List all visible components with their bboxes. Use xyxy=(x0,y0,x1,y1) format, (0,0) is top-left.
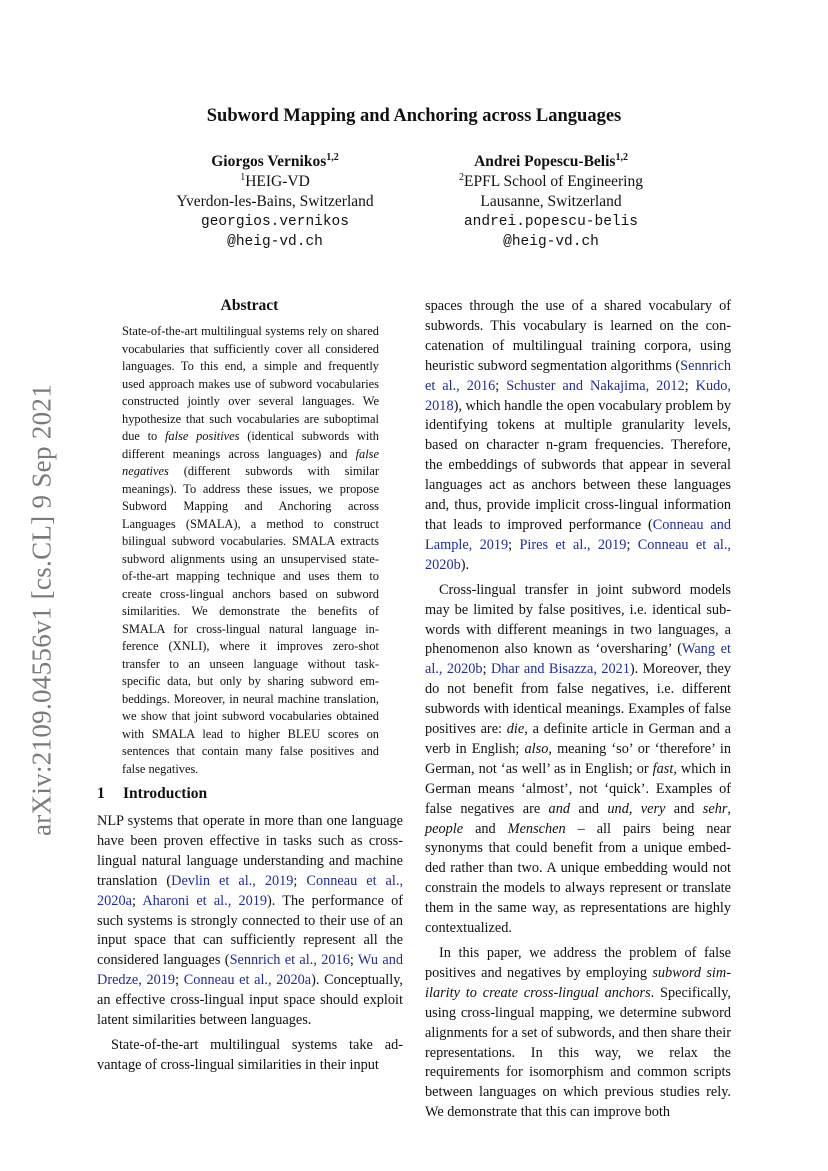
paper-title: Subword Mapping and Anchoring across Languages xyxy=(206,106,622,126)
intro-left-column xyxy=(97,812,403,1076)
author-email-user: andrei.popescu-belis xyxy=(463,214,639,230)
abstract-body: State-of-the-art multilingual systems rely on shared vocabularies that sufficiently cover all considered languages. To this end, a simple and frequently used approach makes use of subword vocabularies constructed jointly over several languages. We hypothesize that such vocabularies are suboptimal due to false positives (identical subwords with different meanings across languages) and false negatives (different subwords with similar meanings). To address these issues, we propose Subword Mapping and Anchoring across Languages (SMALA), a method to construct bilingual subword vocabularies. SMALA extracts subword alignments using an unsupervised state-of-the-art mapping technique and uses them to create cross-lingual anchors based on subword similarities. We demonstrate the benefits of SMALA for cross-lingual natural language inference (XNLI), where it improves zero-shot transfer to an unseen language without task-specific data, but only by sharing subword embeddings. Moreover, in neural machine translation, we show that joint subword vocabularies obtained with SMALA lead to higher BLEU scores on sentences that contain many false positives and false negatives. xyxy=(122,324,379,776)
author-block-1 xyxy=(125,152,425,252)
author-affiliation: $^1$HEIG-VD xyxy=(240,171,310,190)
author-email-user: georgios.vernikos xyxy=(201,214,349,230)
paragraph: Cross-lingual transfer in joint subword models may be limited by false positives, i.e. identical subwords with different meanings in two languages, a phenomenon also known as ‘oversharing’ (Wang et al., 2020b; Dhar and Bisazza, 2021). Moreover, they do not benefit from false negatives, i.e. different subwords with identical meanings. Examples of false positives are: die, a definite article in German and a verb in English; also, meaning ‘so’ or ‘therefore’ in German, not ‘as well’ as in English; or fast, which in German means ‘almost’, not ‘quick’. Examples of false negatives are and and und, very and sehr, people and Menschen – all pairs being near synonyms that could benefit from a unique embedded rather than two. A unique embedding would not constrain the models to always represent or translate them in the same way, as representations are highly contextualized. xyxy=(425,581,732,937)
citation-link[interactable]: Sennrich et al., 2016 xyxy=(229,952,350,969)
citation-link[interactable]: Kudo, 2018 xyxy=(425,377,732,414)
citation-link[interactable]: Pires et al., 2019 xyxy=(519,536,627,553)
paragraph: In this paper, we address the problem of false positives and negatives by employing subword similarity to create cross-lingual anchors. Specifically, using cross-lingual mapping, we determine subword alignments for a set of subwords, and then share their representations. In this way, we relax the requirements for isomorphism and common scripts between languages on which previous studies rely. We demonstrate that this can improve both xyxy=(425,945,731,1121)
arxiv-identifier-sidebar xyxy=(22,375,62,845)
author-block-2 xyxy=(401,152,701,252)
citation-link[interactable]: Wu and Dredze, 2019 xyxy=(97,952,403,989)
author-email-domain: @heig-vd.ch xyxy=(503,234,599,250)
citation-link[interactable]: Conneau et al., 2020a xyxy=(183,972,312,989)
citation-link[interactable]: Conneau et al., 2020a xyxy=(97,872,404,909)
citation-link[interactable]: Schuster and Nakajima, 2012 xyxy=(506,377,685,394)
citation-link[interactable]: Wang et al., 2020b xyxy=(425,641,732,678)
citation-link[interactable]: Conneau et al., 2020b xyxy=(425,536,732,573)
author-email-domain: @heig-vd.ch xyxy=(227,234,323,250)
citation-link[interactable]: Devlin et al., 2019 xyxy=(171,872,294,889)
citation-link[interactable]: Dhar and Bisazza, 2021 xyxy=(490,661,630,678)
arxiv-id: arXiv:2109.04556v1 [cs.CL] 9 Sep 2021 xyxy=(26,383,57,837)
paragraph: NLP systems that operate in more than one language have been proven effective in tasks such as cross-lingual natural language understanding and machine translation (Devlin et al., 2019; Conneau et al., 2020a; Aharoni et al., 2019). The performance of such systems is strongly connected to their use of an input space that can sufficiently represent all the considered languages (Sennrich et al., 2016; Wu and Dredze, 2019; Conneau et al., 2020a). Conceptually, an effective cross-lingual input space should exploit latent similarities between languages. xyxy=(97,813,404,1029)
citation-link[interactable]: Sennrich et al., 2016 xyxy=(425,357,731,394)
author-affiliation: $^2$EPFL School of Engineering xyxy=(459,171,643,190)
author-location: Lausanne, Switzerland xyxy=(480,193,622,210)
author-name: Giorgos Vernikos$^{1,2}$ xyxy=(211,151,339,170)
intro-right-column xyxy=(425,297,731,1123)
paragraph-continued: spaces through the use of a shared vocabulary of subwords. This vocabulary is learned on the concatenation of multilingual training corpora, using heuristic subword segmentation algorithms (Sennrich et al., 2016; Schuster and Nakajima, 2012; Kudo, 2018), which handle the open vocabulary problem by identifying tokens at multiple granularity levels, based on character n-gram frequencies. Therefore, the embeddings of subwords that appear in several languages act as anchors between these languages and, thus, provide implicit cross-lingual information that leads to improved performance (Conneau and Lample, 2019; Pires et al., 2019; Conneau et al., 2020b). xyxy=(425,298,732,573)
abstract-heading: Abstract xyxy=(220,297,279,314)
citation-link[interactable]: Conneau and Lample, 2019 xyxy=(425,516,731,553)
author-name: Andrei Popescu-Belis$^{1,2}$ xyxy=(474,151,628,170)
paragraph-start: State-of-the-art multilingual systems take advantage of cross-lingual similarities in their input xyxy=(97,1036,403,1073)
author-location: Yverdon-les-Bains, Switzerland xyxy=(176,193,374,210)
section-heading-introduction: 1 Introduction xyxy=(97,785,208,802)
citation-link[interactable]: Aharoni et al., 2019 xyxy=(142,892,268,909)
